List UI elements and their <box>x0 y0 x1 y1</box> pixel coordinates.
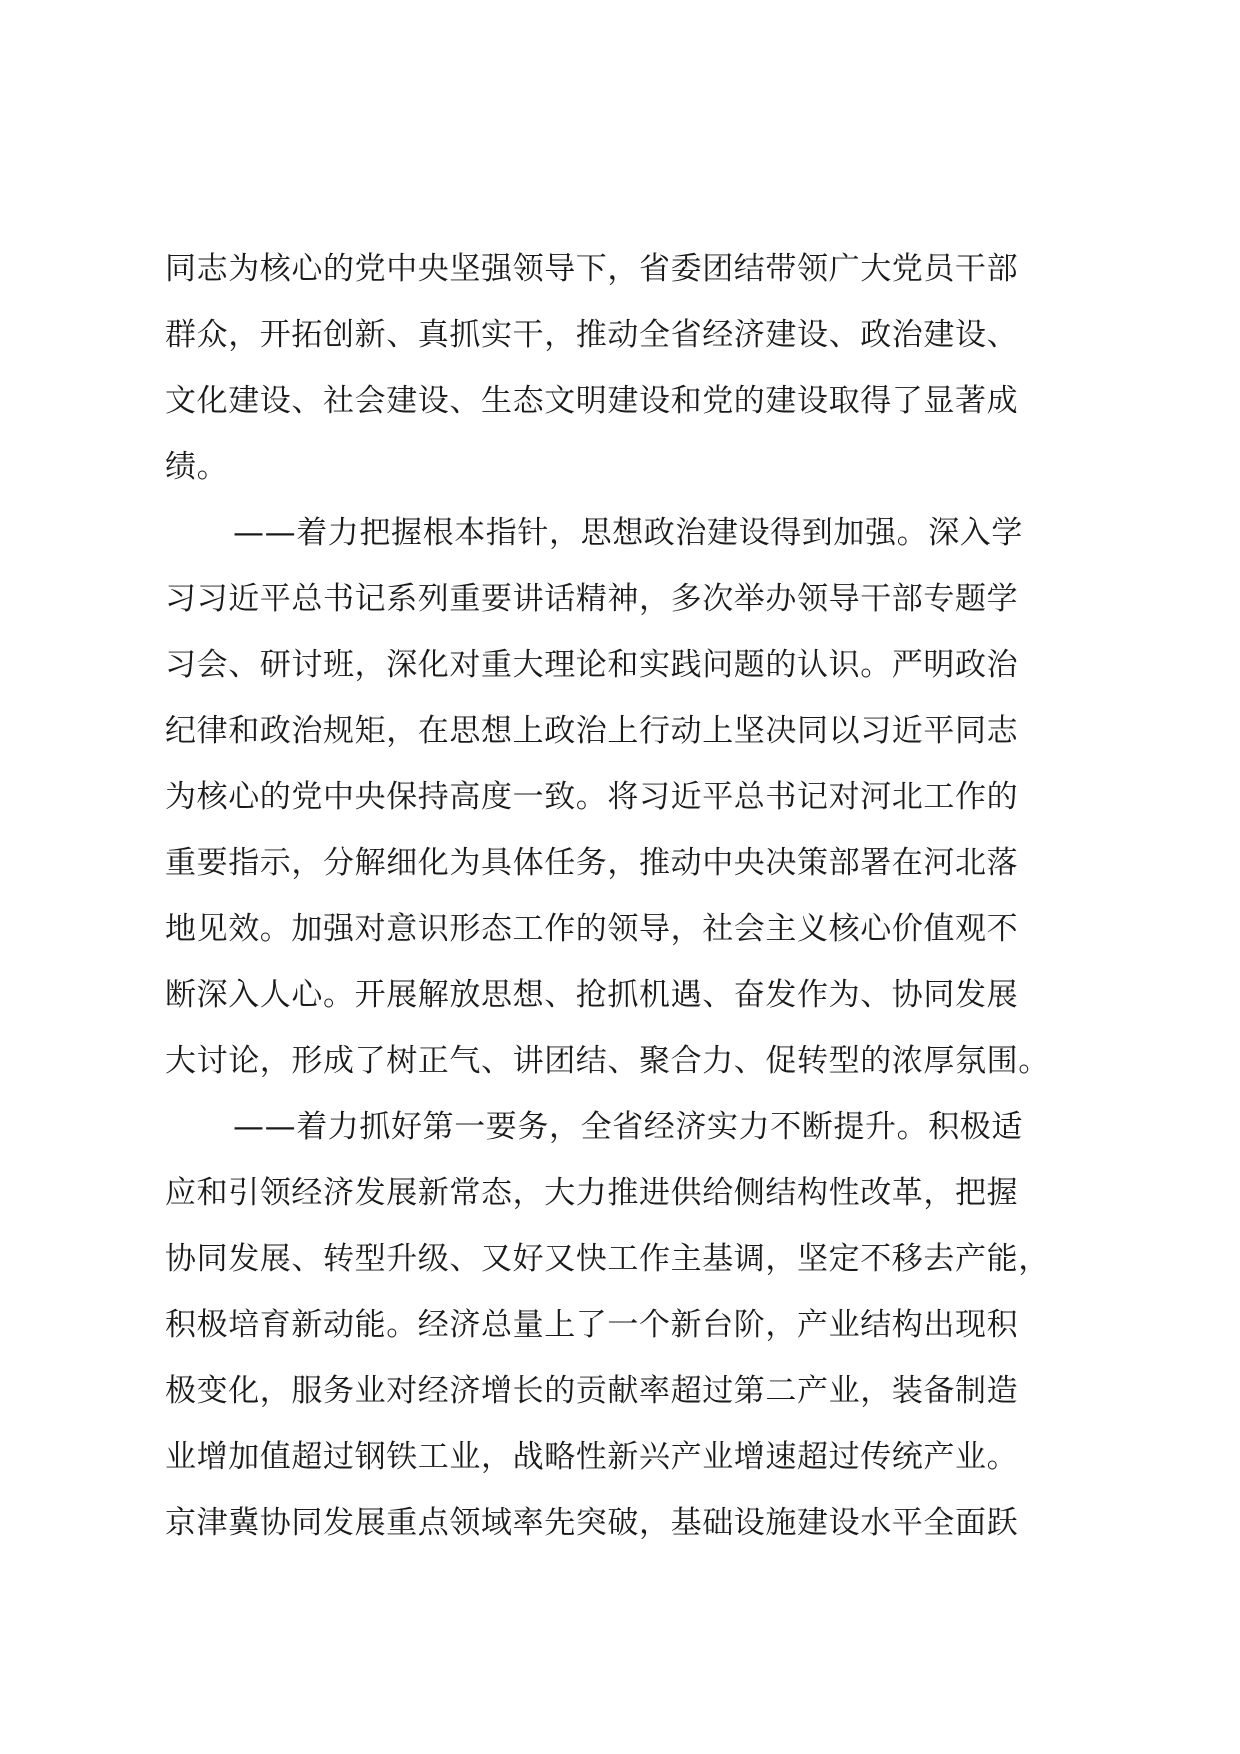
text-line: 群众，开拓创新、真抓实干，推动全省经济建设、政治建设、 <box>165 317 1019 353</box>
text-line: 协同发展、转型升级、又好又快工作主基调，坚定不移去产能， <box>165 1241 1050 1277</box>
text-line: 积极培育新动能。经济总量上了一个新台阶，产业结构出现积 <box>165 1307 1019 1343</box>
text-line: 重要指示，分解细化为具体任务，推动中央决策部署在河北落 <box>165 845 1019 881</box>
paragraph-start-line: ——着力把握根本指针，思想政治建设得到加强。深入学 <box>233 515 1023 551</box>
text-line: 业增加值超过钢铁工业，战略性新兴产业增速超过传统产业。 <box>165 1439 1019 1475</box>
text-line: 纪律和政治规矩，在思想上政治上行动上坚决同以习近平同志 <box>165 713 1019 749</box>
text-line: 习会、研讨班，深化对重大理论和实践问题的认识。严明政治 <box>165 647 1019 683</box>
text-line: 为核心的党中央保持高度一致。将习近平总书记对河北工作的 <box>165 779 1019 815</box>
text-line: 习习近平总书记系列重要讲话精神，多次举办领导干部专题学 <box>165 581 1019 617</box>
text-line: 应和引领经济发展新常态，大力推进供给侧结构性改革，把握 <box>165 1175 1019 1211</box>
paragraph-start-line: ——着力抓好第一要务，全省经济实力不断提升。积极适 <box>233 1109 1023 1145</box>
text-line: 文化建设、社会建设、生态文明建设和党的建设取得了显著成 <box>165 383 1019 419</box>
text-line: 极变化，服务业对经济增长的贡献率超过第二产业，装备制造 <box>165 1373 1019 1409</box>
text-line: 地见效。加强对意识形态工作的领导，社会主义核心价值观不 <box>165 911 1019 947</box>
text-line: 大讨论，形成了树正气、讲团结、聚合力、促转型的浓厚氛围。 <box>165 1043 1050 1079</box>
body-text <box>165 236 1105 1556</box>
text-line: 同志为核心的党中央坚强领导下，省委团结带领广大党员干部 <box>165 251 1019 287</box>
text-line: 绩。 <box>165 449 229 485</box>
text-line: 京津冀协同发展重点领域率先突破，基础设施建设水平全面跃 <box>165 1505 1019 1541</box>
text-line: 断深入人心。开展解放思想、抢抓机遇、奋发作为、协同发展 <box>165 977 1019 1013</box>
